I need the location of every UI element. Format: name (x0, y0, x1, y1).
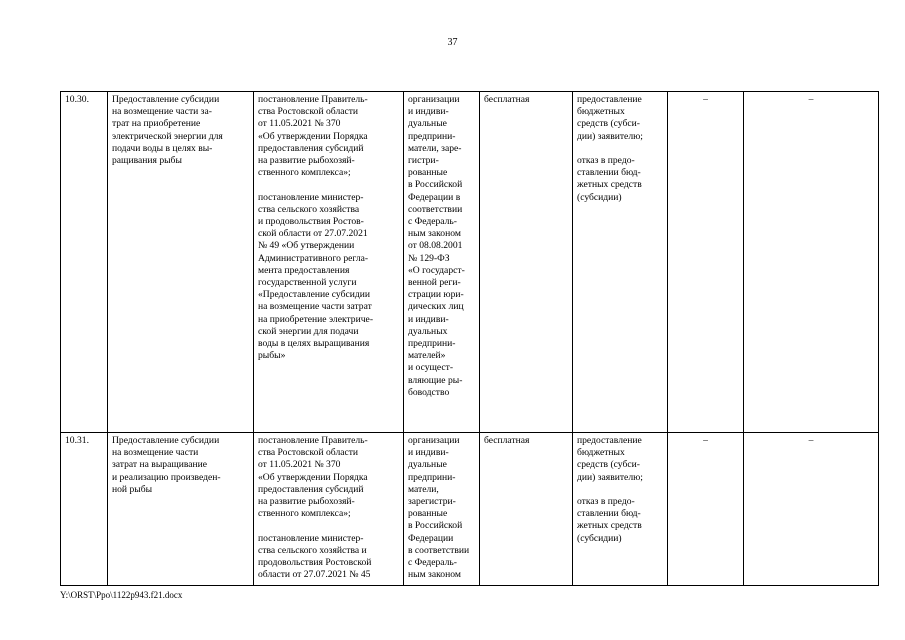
result-cell: предоставление бюджетных средств (субси- дии) заявителю; отказ в предо- ставлении бюд- жетных средств (субсидии) (573, 92, 668, 433)
service-name-cell: Предоставление субсидии на возмещение части за- трат на приобретение электрической энергии для подачи воды в целях вы- ращивания рыбы (108, 92, 254, 433)
recipients-cell: организации и индиви- дуальные предприни- матели, заре- гистри- рованные в Российской Федерации в соответствии с Федераль- ным законом от 08.08.2001 № 129-ФЗ «О государст- венной реги- страции юри- дических лиц и индиви- дуальных предприни- мателей» и осущест- вляющие ры- боводство (404, 92, 480, 433)
row-number: 10.30. (61, 92, 108, 433)
dash-cell: – (668, 433, 744, 586)
row-number: 10.31. (61, 433, 108, 586)
dash-cell: – (668, 92, 744, 433)
footer-file-path: Y:\ORST\Ppo\1122p943.f21.docx (60, 590, 183, 600)
cost-cell: бесплатная (480, 433, 573, 586)
legal-basis-cell: постановление Правитель- ства Ростовской области от 11.05.2021 № 370 «Об утверждении Порядка предоставления субсидий на развитие рыбохозяй- ственного комплекса»; постановление министер- ства сельского хозяйства и продовольствия Ростов- ской области от 27.07.2021 № 49 «Об утверждении Административного регла- мента предоставления государственной услуги «Предоставление субсидии на возмещение части затрат на приобретение электриче- ской энергии для подачи воды в целях выращивания рыбы» (254, 92, 404, 433)
services-table (60, 91, 879, 586)
service-name-cell: Предоставление субсидии на возмещение части затрат на выращивание и реализацию произведен- ной рыбы (108, 433, 254, 586)
page-number: 37 (447, 37, 458, 48)
table-row (61, 433, 879, 586)
dash-cell: – (744, 433, 879, 586)
recipients-cell: организации и индиви- дуальные предприни- матели, зарегистри- рованные в Российской Федерации в соответствии с Федераль- ным законом (404, 433, 480, 586)
dash-cell: – (744, 92, 879, 433)
table-row (61, 92, 879, 433)
legal-basis-cell: постановление Правитель- ства Ростовской области от 11.05.2021 № 370 «Об утверждении Порядка предоставления субсидий на развитие рыбохозяй- ственного комплекса»; постановление министер- ства сельского хозяйства и продовольствия Ростовской области от 27.07.2021 № 45 (254, 433, 404, 586)
cost-cell: бесплатная (480, 92, 573, 433)
result-cell: предоставление бюджетных средств (субси- дии) заявителю; отказ в предо- ставлении бюд- жетных средств (субсидии) (573, 433, 668, 586)
